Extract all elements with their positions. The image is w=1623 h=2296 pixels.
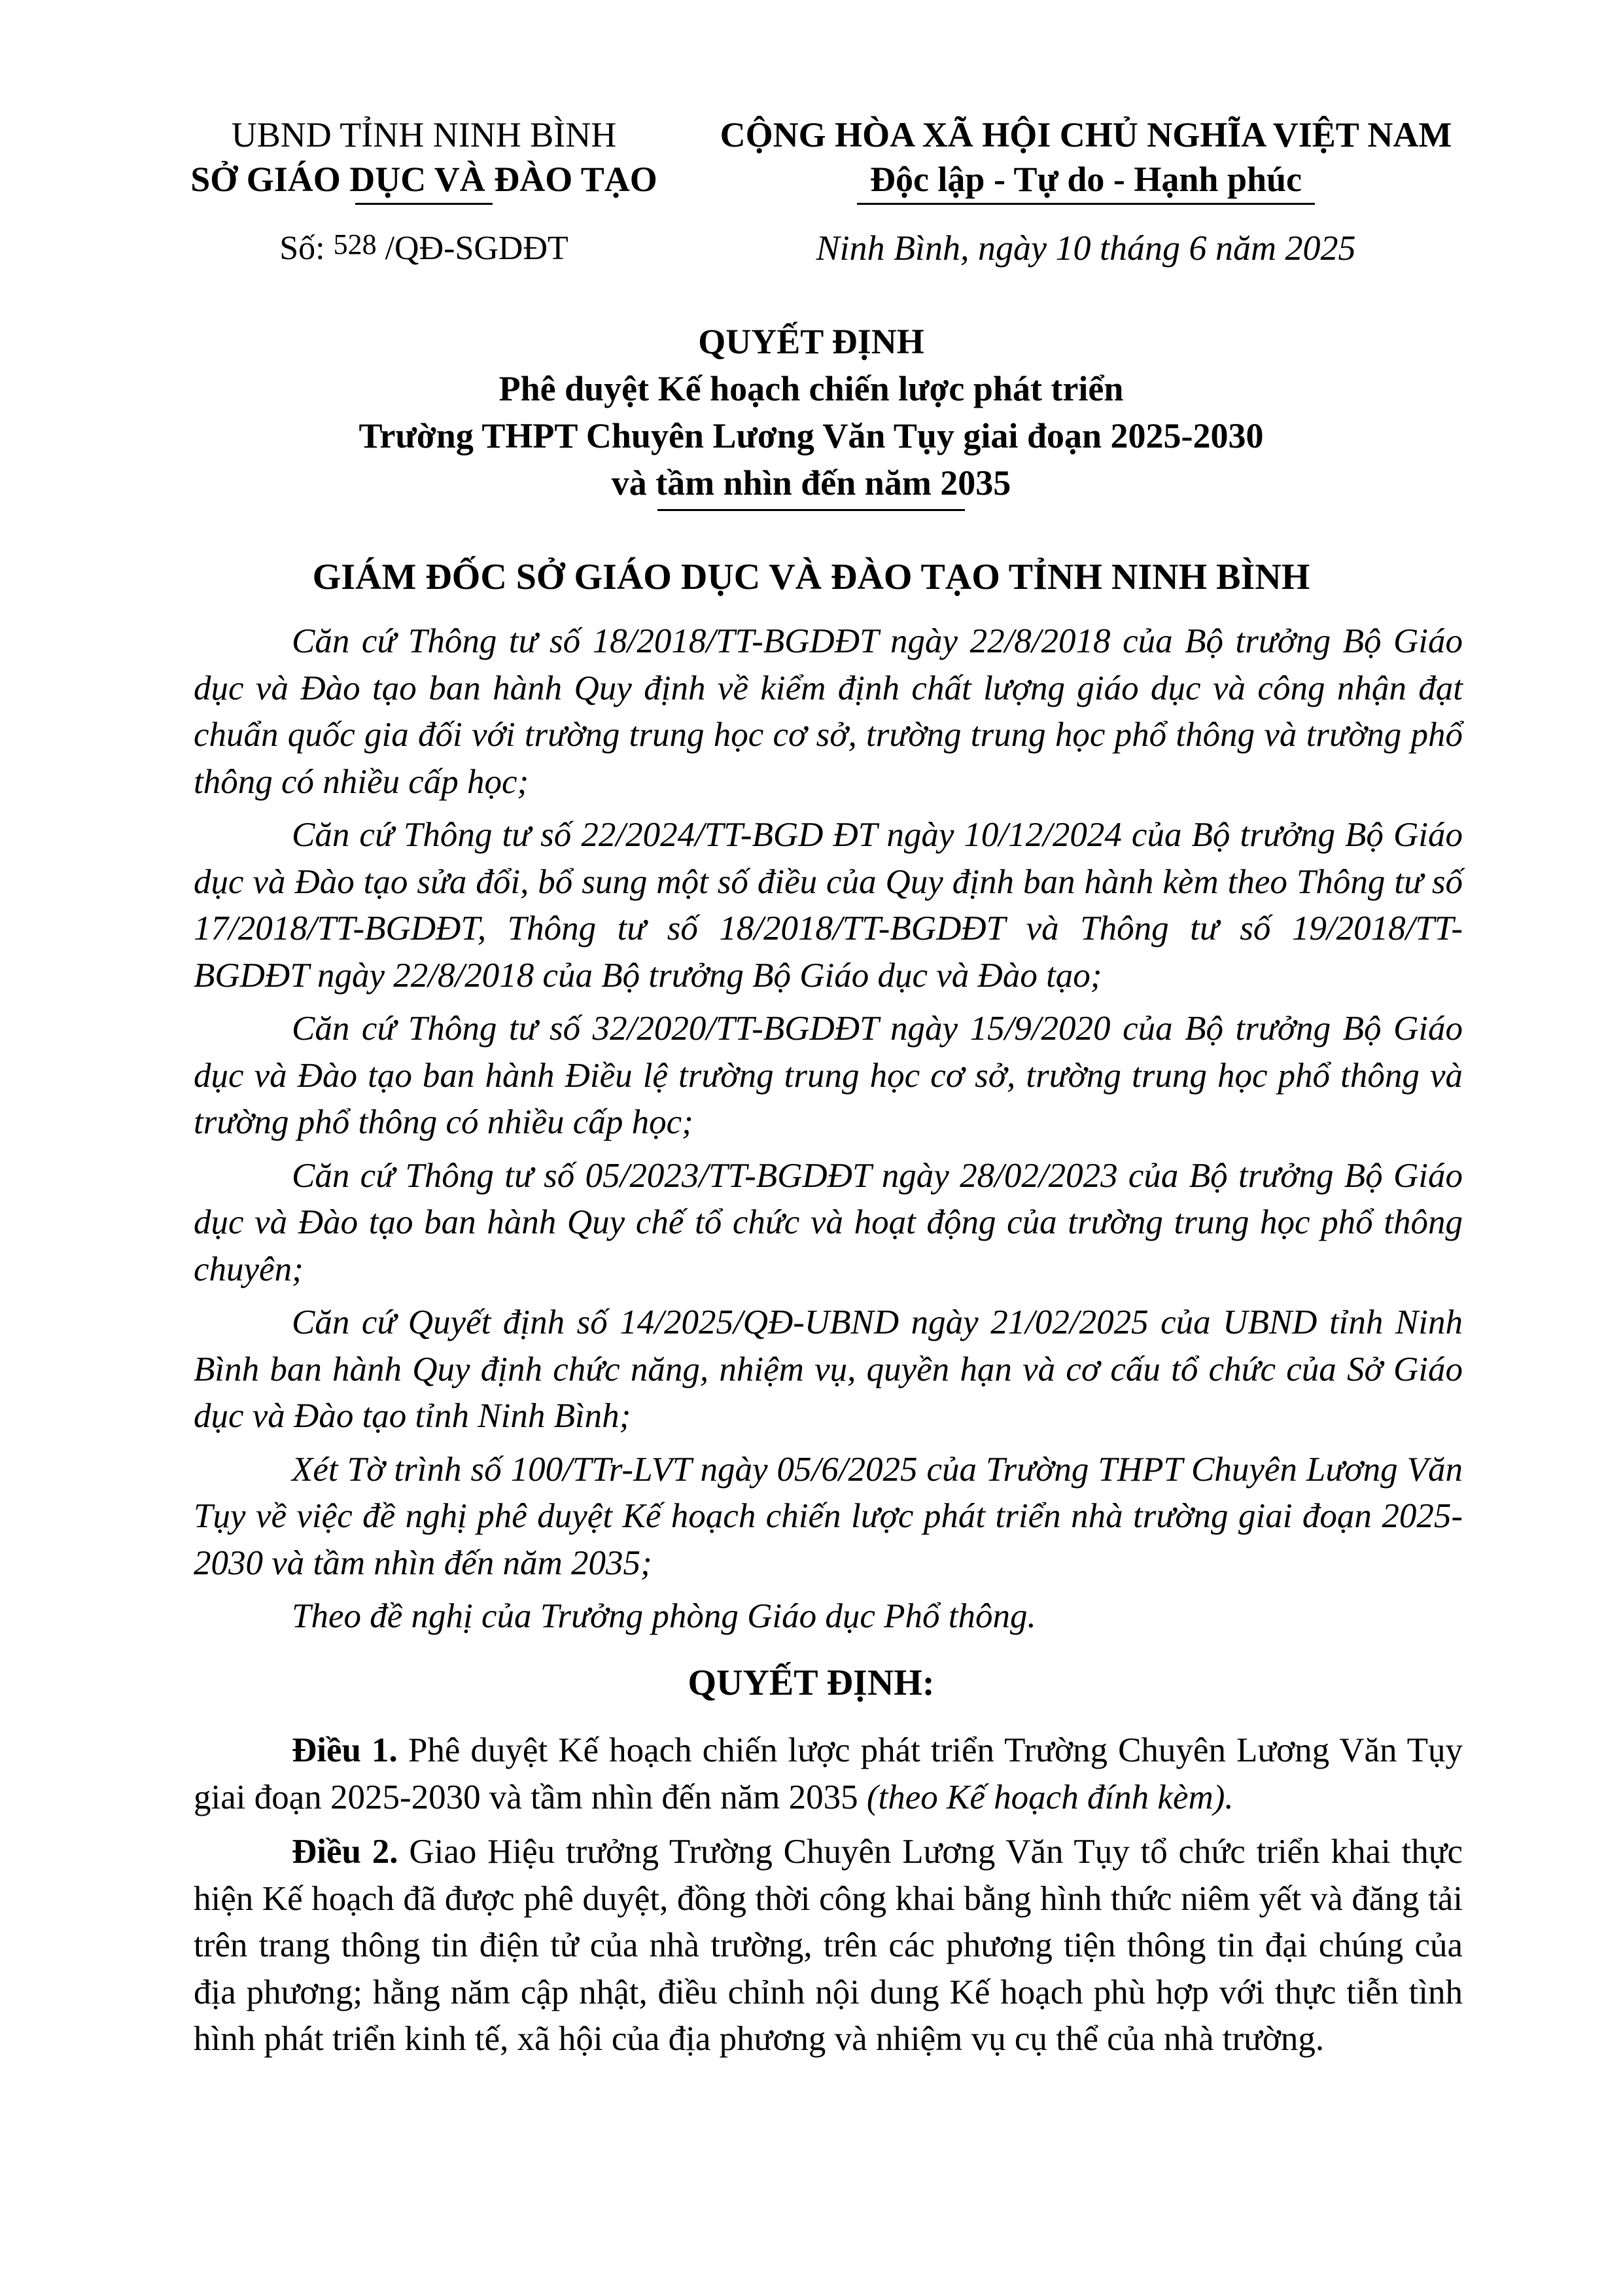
place-date: Ninh Bình, ngày 10 tháng 6 năm 2025 — [816, 228, 1356, 268]
agency-line-1: UBND TỈNH NINH BÌNH — [231, 115, 617, 154]
article-1-note: (theo Kế hoạch đính kèm). — [866, 1778, 1234, 1816]
basis-item: Căn cứ Thông tư số 05/2023/TT-BGDĐT ngày 28/02/2023 của Bộ trưởng Bộ Giáo dục và Đào tạo ban hành Quy chế tổ chức và hoạt động của trường trung học phổ thông chuyên; — [194, 1156, 1463, 1288]
article-2-label: Điều 2. — [292, 1833, 398, 1871]
motto-underline — [857, 203, 1315, 205]
basis-item: Căn cứ Thông tư số 18/2018/TT-BGDĐT ngày 22/8/2018 của Bộ trưởng Bộ Giáo dục và Đào tạo ban hành Quy định về kiểm định chất lượng giáo dục và công nhận đạt chuẩn quốc gia đối với trường trung học cơ sở, trường trung học phổ thông và trường phổ thông có nhiều cấp học; — [194, 622, 1463, 801]
document-title — [157, 318, 1465, 511]
basis-item: Căn cứ Quyết định số 14/2025/QĐ-UBND ngày 21/02/2025 của UBND tỉnh Ninh Bình ban hành Quy định chức năng, nhiệm vụ, quyền hạn và cơ cấu tổ chức của Sở Giáo dục và Đào tạo tỉnh Ninh Bình; — [194, 1303, 1463, 1435]
title-line-3: Trường THPT Chuyên Lương Văn Tụy giai đoạn 2025-2030 — [358, 416, 1264, 455]
article-1-label: Điều 1. — [292, 1731, 398, 1769]
title-underline — [657, 509, 965, 511]
number-value: 528 — [333, 228, 377, 260]
number-suffix: /QĐ-SGDĐT — [376, 230, 568, 267]
nation-line-1: CỘNG HÒA XÃ HỘI CHỦ NGHĨA VIỆT NAM — [720, 115, 1452, 154]
basis-item: Căn cứ Thông tư số 32/2020/TT-BGDĐT ngày 15/9/2020 của Bộ trưởng Bộ Giáo dục và Đào tạo ban hành Điều lệ trường trung học cơ sở, trường trung học phổ thông và trường phổ thông có nhiều cấp học; — [194, 1010, 1463, 1141]
article-2-text: Giao Hiệu trưởng Trường Chuyên Lương Văn Tụy tổ chức triển khai thực hiện Kế hoạch đã được phê duyệt, đồng thời công khai bằng hình thức niêm yết và đăng tải trên trang thông tin điện tử của nhà trường, trên các phương tiện thông tin đại chúng của địa phương; hằng năm cập nhật, điều chỉnh nội dung Kế hoạch phù hợp với thực tiễn tình hình phát triển kinh tế, xã hội của địa phương và nhiệm vụ cụ thể của nhà trường. — [194, 1833, 1463, 2058]
decision-heading: QUYẾT ĐỊNH: — [688, 1663, 935, 1703]
basis-item: Căn cứ Thông tư số 22/2024/TT-BGD ĐT ngày 10/12/2024 của Bộ trưởng Bộ Giáo dục và Đào tạo sửa đổi, bổ sung một số điều của Quy định ban hành kèm theo Thông tư số 17/2018/TT-BGDĐT, Thông tư số 18/2018/TT-BGDĐT và Thông tư số 19/2018/TT-BGDĐT ngày 22/8/2018 của Bộ trưởng Bộ Giáo dục và Đào tạo; — [194, 816, 1463, 995]
title-line-1: QUYẾT ĐỊNH — [698, 322, 924, 361]
agency-underline — [355, 203, 493, 205]
national-motto — [693, 113, 1478, 205]
article-1-text: Phê duyệt Kế hoạch chiến lược phát triển Trường Chuyên Lương Văn Tụy giai đoạn 2025-2030 và tầm nhìn đến năm 2035 — [194, 1731, 1463, 1816]
basis-item: Xét Tờ trình số 100/TTr-LVT ngày 05/6/2025 của Trường THPT Chuyên Lương Văn Tụy về việc đề nghị phê duyệt Kế hoạch chiến lược phát triển nhà trường giai đoạn 2025-2030 và tầm nhìn đến năm 2035; — [194, 1450, 1463, 1582]
nation-line-2: Độc lập - Tự do - Hạnh phúc — [869, 160, 1302, 199]
issuing-agency — [175, 113, 672, 205]
basis-item: Theo đề nghị của Trưởng phòng Giáo dục Phổ thông. — [292, 1597, 1036, 1635]
title-line-4: và tầm nhìn đến năm 2035 — [611, 463, 1011, 503]
document-number — [175, 228, 672, 268]
agency-line-2: SỞ GIÁO DỤC VÀ ĐÀO TẠO — [190, 160, 657, 199]
legal-bases — [194, 618, 1463, 1647]
article-1 — [194, 1727, 1463, 1821]
number-prefix: Số: — [279, 230, 334, 267]
title-line-2: Phê duyệt Kế hoạch chiến lược phát triển — [498, 369, 1124, 408]
issuer-heading: GIÁM ĐỐC SỞ GIÁO DỤC VÀ ĐÀO TẠO TỈNH NINH BÌNH — [312, 557, 1310, 597]
articles — [194, 1727, 1463, 2071]
article-2 — [194, 1829, 1463, 2063]
